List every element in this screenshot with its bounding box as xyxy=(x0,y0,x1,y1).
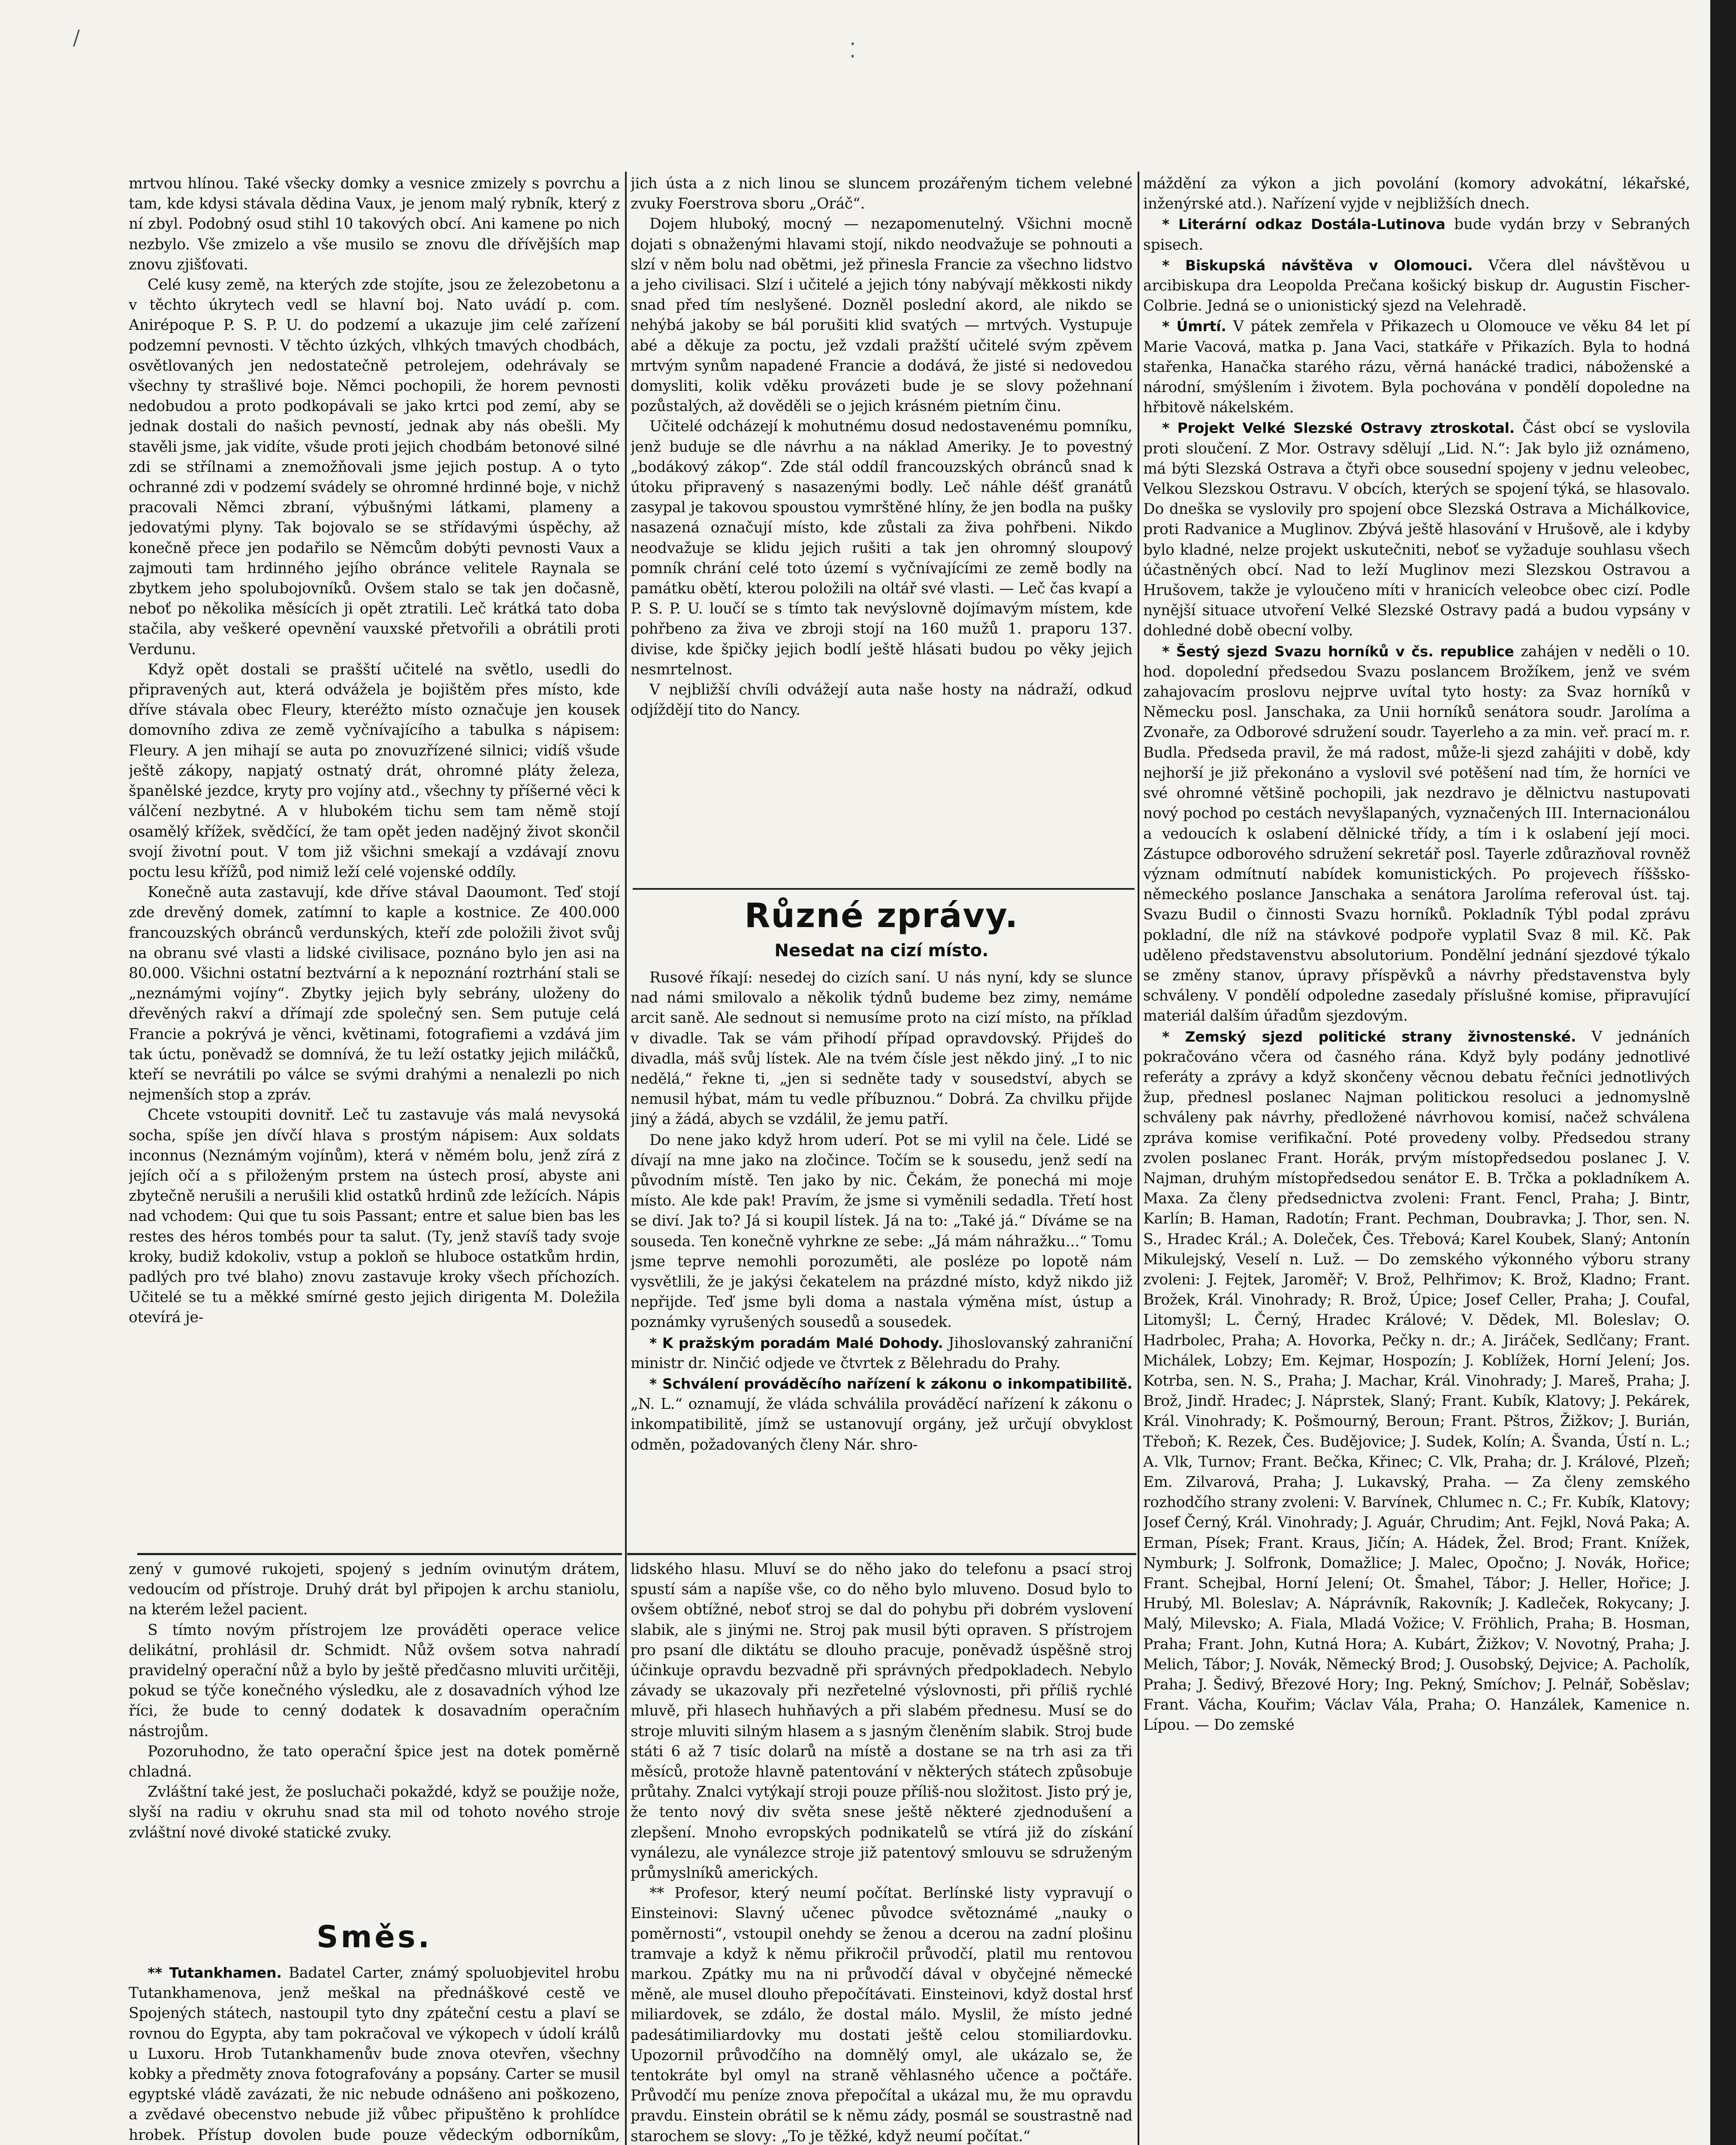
section-heading-smes: Směs. xyxy=(316,1919,432,1955)
column-rule xyxy=(625,172,627,2145)
news-col2 xyxy=(631,967,1132,1551)
news-item: * K pražským poradám Malé Dohody. Jihoslovanský zahraniční ministr dr. Ninčić odjede ve čtvrtek z Bělehradu do Prahy. xyxy=(631,1334,1132,1372)
article-verdun-col1 xyxy=(129,174,620,1551)
news-item: * Literární odkaz Dostála-Lutinova bude vydán brzy v Sebraných spisech. xyxy=(1143,216,1690,254)
section-heading-ruzne-zpravy: Různé zprávy. xyxy=(744,897,1019,935)
smes-col1 xyxy=(129,1963,620,2145)
article-typewriter-col2 xyxy=(631,1559,1132,2145)
paragraph: Dojem hluboký, mocný — nezapomenutelný. Všichni mocně dojati s obnaženými hlavami stojí, nikdo neodvažuje se pohnouti a slzí v něm bolu nad obětmi, jež přinesla Francie za všechno lidstvo a jeho civilisaci. Slzí i učitelé a jejich tóny nabývají měkkosti nikdy snad před tím neslyšené. Dozněl poslední akord, ale nikdo se nehýbá jakoby se bál porušiti klid svatých — mrtvých. Vystupuje abé a děkuje za poctu, jež vzdali pražští učitelé svým zpěvem mrtvým synům napadené Francie a dodává, že jisté si nedovedou domysliti, kolik vděku provázeti bude je se slovy požehnaní pozůstalých, až dověděli se o jejich krásném pietním činu. xyxy=(631,215,1132,415)
paragraph: Celé kusy země, na kterých zde stojíte, jsou ze železobetonu a v těchto úkrytech vedl se hlavní boj. Nato uvádí p. com. Anirépoque P. S. P. U. do podzemí a ukazuje jim celé zařízení podzemní pevnosti. V těchto úzkých, vlhkých tmavých chodbách, osvětlovaných jen nedostatečně petrolejem, odehrávaly se všechny ty strašlivé boje. Němci pochopili, že horem pevnosti nedobudou a proto podkopávali se jako krtci pod zemí, aby se jednak dostali do našich pevností, jednak aby nás obešli. My stavěli jsme, jak vidíte, všude proti jejich chodbám betonové silné zdi se střílnami a znemožňovali jsme jejich postup. A o tyto ochranné zdi v podzemí svádely se ohromné hrdinné boje, v nichž pracovali Němci zbraní, výbušnými látkami, plameny a jedovatými plyny. Tak bojovalo se se střídavými úspěchy, až konečně přece jen podařilo se Němcům dobýti pevnosti Vaux a zajmouti tam hrdinného jejího obránce velitele Raynala se zbytkem jeho spolubojovníků. Ovšem stalo se tak jen dočasně, neboť po několika měsících ji opět ztratili. Leč krátká tato doba stačila, aby veškeré opevnění vauxské přetvořili a obrátili proti Verdunu. xyxy=(129,276,620,658)
article-verdun-col2 xyxy=(631,174,1132,886)
article-knife-col1 xyxy=(129,1559,620,1911)
paragraph: ** Profesor, který neumí počítat. Berlínské listy vypravují o Einsteinovi: Slavný učenec původce světoznámé „nauky o poměrnosti“, vstoupil onehdy se ženou a dcerou na zadní plošinu tramvaje a když k němu přikročil průvodčí, platil mu rentovou markou. Zpátky mu na ni průvodčí dával v obyčejné německé měně, ale musel dlouho přepočítávati. Einsteinovi, když dostal hrsť miliardovek, se zdálo, že dostal málo. Myslil, že místo jedné padesátimiliardovky mu dostati ještě celou stomiliardovku. Upozornil průvodčího na domnělý omyl, ale ukázalo se, že tentokráte byl omyl na straně věhlasného učence a počtáře. Průvodčí mu peníze znova přepočítal a ukázal mu, že mu opravdu pravdu. Einstein obrátil se k němu zády, posmál se soustrastně nad starochem se slovy: „To je těžké, když neumí počítat.“ xyxy=(631,1885,1132,2145)
news-item: Do nene jako když hrom uderí. Pot se mi vylil na čele. Lidé se dívají na mne jako na zločince. Točím se k sousedu, jenž sedí na původním místě. Ten jako by nic. Čekám, že ponechá mi moje místo. Ale kde pak! Pravím, že jsme si vyměnili sedadla. Třetí host se diví. Jak to? Já si koupil lístek. Já na to: „Také já.“ Díváme se na souseda. Ten konečně vyhrkne ze sebe: „Já mám náhražku...“ Tomu jsme teprve nemohli porozuměti, ale posléze po lopotě nám vysvětlili, že je jakýsi čekatelem na prázdné místo, když nikdo již nepřijde. Teď jsme byli doma a nastala výměna míst, ústup a poznámky vyrušených sousedů a sousedek. xyxy=(631,1131,1132,1331)
news-item: * Šestý sjezd Svazu horníků v čs. republice zahájen v neděli o 10. hod. dopolední předsedou Svazu poslancem Brožíkem, jenž ve svém zahajovacím proslovu nejprve uvítal tyto hosty: za Svaz horníků v Německu posl. Janschaka, za Unii horníků senátora soudr. Jarolíma a Zvonaře, za Odborové sdružení soudr. Tayerleho a za min. veř. prací m. r. Budla. Předseda pravil, že má radost, může-li sjezd zahájiti v době, kdy nejhorší je již překonáno a vyslovil své potěšení nad tím, že horníci ve své ohromné většině pochopili, jak nezdravo je dělnictvu nastupovati nový pochod po cestách nevyšlapaných, vyznačených III. Internacionálou a vedoucích k oslabení dělnické třídy, a tím i k oslabení její moci. Zástupce odborového sdružení sekretář posl. Tayerle zdůrazňoval rovněž význam odmítnutí nabídek komunistických. Po projevech říššsko-německého poslance Janschaka a senátora Jarolíma referoval úst. taj. Svazu Budil o činnosti Svazu horníků. Pokladník Týbl podal zprávu pokladní, dle níž na stávkové podpoře vyplatil Svaz 8 mil. Kč. Pak uděleno představenstvu absolutorium. Pondělní jednání sjezdové týkalo se změny stanov, úpravy příspěvků a návrhy představenstva byly schváleny. V pondělí odpoledne zasedaly příslušné komise, připravující materiál dalším úřadům sjezdovým. xyxy=(1143,643,1690,1025)
paragraph: Když opět dostali se prašští učitelé na světlo, usedli do připravených aut, která odvážela je bojištěm přes místo, kde dříve stávala obec Fleury, kteréžto místo označuje jen kousek domovního zdiva ze země vyčnívajícího a tabulka s nápisem: Fleury. A jen mihají se auta po znovuzřízené silnici; vidíš všude ještě zákopy, napjatý ostnatý drát, ohromné pláty železa, španělské jezdce, kryty pro vojíny atd., všechny ty příšerné věci k válčení nezbytné. A v hlubokém tichu sem tam němě stojí osamělý křížek, svědčící, že tam opět jeden nadějný život skončil svojí životní pout. V tom již všichni smekají a vzdávají znovu poctu lesu křížů, pod nimiž leží celé vojenské oddíly. xyxy=(129,661,620,881)
paragraph: jich ústa a z nich linou se sluncem prozářeným tichem velebné zvuky Foerstrova sboru „Oráč“. xyxy=(631,175,1132,213)
news-item: * Schválení prováděcího nařízení k zákonu o inkompatibilitě. „N. L.“ oznamují, že vláda schválila prováděcí nařízení k zákonu o inkompatibilitě, jímž se ustanovují orgány, jež určují obvyklost odměn, požadovaných členy Nár. shro- xyxy=(631,1375,1132,1453)
subheading-nesedat: Nesedat na cizí místo. xyxy=(774,941,989,961)
section-rule xyxy=(627,1553,1136,1555)
news-item: Rusové říkají: nesedej do cizích saní. U nás nyní, kdy se slunce nad námi smilovalo a několik týdnů budeme bez zimy, nemáme arcit saně. Ale sednout si nemusíme proto na cizí místo, na příklad v divadle. Tak se vám přihodí případ opravdovský. Přijdeš do divadla, máš svůj lístek. Ale na tvém čísle jest někdo jiný. „I to nic nedělá,“ řekne ti, „jen si sedněte tady v sousedství, abych se nemusil hýbat, mám tu vedle příbuznou.“ Dobrá. Za chvilku přijde jiný a žádá, abych se vzdálil, že jemu patří. xyxy=(631,969,1132,1128)
paragraph: S tímto novým přístrojem lze prováděti operace velice delikátní, prohlásil dr. Schmidt. Nůž ovšem sotva nahradí pravidelný operační nůž a bylo by ještě předčasno mluviti určitěji, pokud se týče konečného výsledku, ale z dosavadních výhod lze říci, že bude to cenný dodatek k dosavadním operačním nástrojům. xyxy=(129,1621,620,1740)
paragraph: Pozoruhodno, že tato operační špice jest na dotek poměrně chladná. xyxy=(129,1743,620,1781)
paragraph: mrtvou hlínou. Také všecky domky a vesnice zmizely s povrchu a tam, kde kdysi stávala dědina Vaux, je jenom malý rybník, který z ní zbyl. Podobný osud stihl 10 takových obcí. Ani kamene po nich nezbylo. Vše zmizelo a vše musilo se znovu dle dřívějších map znovu zjišťovati. xyxy=(129,175,620,273)
news-item: ** Tutankhamen. Badatel Carter, známý spoluobjevitel hrobu Tutankhamenova, jenž meškal na přednáškové cestě ve Spojených státech, nastoupil tyto dny zpáteční cestu a plaví se rovnou do Egypta, aby tam pokračoval ve výkopech v údolí králů u Luxoru. Hrob Tutankhamenův bude znova otevřen, všechny kobky a předměty znova fotografovány a popsány. Carter se musil egyptské vládě zavázati, že nic nebude odnášeno ani poškozeno, a zvědavé obecenstvo nebude již vůbec připuštěno k prohlídce hrobek. Přístup dovolen bude pouze vědeckým odborníkům, xyxy=(129,1964,620,2144)
scan-speck: / xyxy=(73,26,80,50)
news-item: * Projekt Velké Slezské Ostravy ztroskotal. Část obcí se vyslovila proti sloučení. Z Mor. Ostravy sdělují „Lid. N.“: Jak bylo již oznámeno, má býti Slezská Ostrava a čtyři obce sousední spojeny v jednu veleobec, Velkou Slezskou Ostravu. V obcích, kterých se spojení týká, se hlasovalo. Do dneška se vyslovily pro spojení obce Slezská Ostrava a Michálkovice, proti Radvanice a Muglinov. Zbývá ještě hlasování v Hrušově, ale i kdyby bylo kladné, nelze projekt uskutečniti, neboť se vyžaduje souhlasu všech účastněných obcí. Nad to leží Muglinov mezi Slezskou Ostravou a Hrušovem, takže je vyloučeno míti v hranicích veleobce obec cizí. Podle nynější situace utvoření Velké Slezské Ostravy padá a budou vypsány v dohledné době obecní volby. xyxy=(1143,420,1690,640)
paragraph: máždění za výkon a jich povolání (komory advokátní, lékařské, inženýrské atd.). Nařízení vyjde v nejbližších dnech. xyxy=(1143,175,1690,213)
paragraph: lidského hlasu. Mluví se do něho jako do telefonu a psací stroj spustí sám a napíše vše, co do něho bylo mluveno. Dosud bylo to ovšem obtížné, neboť stroj se dal do pohybu při dobrém vyslovení slabik, ale s jinými ne. Stroj pak musil býti opraven. S přístrojem pro psaní dle diktátu se dlouho pracuje, poněvadž úspěšně stroj účinkuje opravdu bezvadně při správných předpokladech. Nebylo závady se ukazovaly při nezřetelné výslovnosti, při příliš rychlé mluvě, při hlasech huhňavých a při slabém přednesu. Musí se do stroje mluviti silným hlasem a s jasným členěním slabik. Stroj bude státi 6 až 7 tisíc dolarů na místě a dostane se na trh asi za tři měsíců, protože hlavně patentování v některých státech způsobuje průtahy. Znalci vytýkají stroji pouze příliš-nou složitost. Jisto prý je, že tento nový div světa snese ještě některé zjednodušení a zlepšení. Mnoho evropských podnikatelů se vtírá již do získání vynálezu, ale vynálezce stroje již patentový smlouvu se sdruženým průmyslníků amerických. xyxy=(631,1561,1132,1882)
scan-border xyxy=(1710,0,1736,2145)
column-rule xyxy=(1138,172,1139,2145)
section-rule xyxy=(633,888,1135,890)
news-item: * Úmrtí. V pátek zemřela v Přikazech u Olomouce ve věku 84 let pí Marie Vacová, matka p. Jana Vaci, statkáře v Přikazích. Byla to hodná stařenka, Hanačka starého rázu, věrná hanácké tradici, náboženské a národní, smýšlením i životem. Byla pochována v pondělí dopoledne na hřbitově nákelském. xyxy=(1143,318,1690,417)
news-col3 xyxy=(1143,174,1690,2145)
paragraph: V nejbližší chvíli odvážejí auta naše hosty na nádraží, odkud odjíždějí tito do Nancy. xyxy=(631,681,1132,719)
paragraph: Zvláštní také jest, že posluchači pokaždé, když se použije nože, slyší na radiu v okruhu snad sta mil od tohoto nového stroje zvláštní nové divoké statické zvuky. xyxy=(129,1783,620,1841)
paragraph: zený v gumové rukojeti, spojený s jedním ovinutým drátem, vedoucím od přístroje. Druhý drát byl připojen k archu staniolu, na kterém ležel pacient. xyxy=(129,1561,620,1619)
news-item: * Biskupská návštěva v Olomouci. Včera dlel návštěvou u arcibiskupa dra Leopolda Prečana košický biskup dr. Augustin Fischer-Colbrie. Jedná se o unionistický sjezd na Velehradě. xyxy=(1143,257,1690,315)
paragraph: Konečně auta zastavují, kde dříve stával Daoumont. Teď stojí zde drevěný domek, zatímní to kaple a kostnice. Ze 400.000 francouzských obránců verdunských, kteří zde položili život svůj na obranu své vlasti a lidské civilisace, poznáno bylo jen asi na 80.000. Všichni ostatní beztvární a k nepoznání roztrhání stali se „neznámými vojíny“. Zbytky jejich byly sebrány, uloženy do dřevěných rakví a dřímají zde společný sen. Sem putuje celá Francie a pokrývá je věnci, květinami, fotografiemi a vzdává jim tak úctu, poněvadž se domnívá, že tu leží ostatky jejich miláčků, kteří se nevrátili po válce se svými drahými a nenalezli po nich nejmenších stop a zpráv. xyxy=(129,884,620,1104)
paragraph: Chcete vstoupiti dovnitř. Leč tu zastavuje vás malá nevysoká socha, spíše jen dívčí hlava s prostým nápisem: Aux soldats inconnus (Neznámým vojínům), která v němém bolu, jenž zírá z jejích očí a s přiloženým prstem na ústech prosí, abyste ani zbytečně nerušili a nerušili klid ostatků hrdinů zde ležících. Nápis nad vchodem: Qui que tu sois Passant; entre et salue bien bas les restes des héros tombés pour ta salut. (Ty, jenž stavíš tady svoje kroky, budiž kdokoliv, vstup a pokloň se hluboce ostatkům hrdin, padlých pro tvé blaho) znovu zastavuje kroky všech příchozích. Učitelé se tu a měkké smírné gesto jejich dirigenta M. Doležila otevírá je- xyxy=(129,1106,620,1326)
paragraph: Učitelé odcházejí k mohutnému dosud nedostavenému pomníku, jenž buduje se dle návrhu a na náklad Ameriky. Je to povestný „bodákový zákop“. Zde stál oddíl francouzských obránců snad k útoku připravený s nasazenými bodly. Leč náhle déšť granátů zasypal je takovou spoustou vymrštěné hlíny, že jen bodla na pušky nasazená označují místo, kde zůstali za živa pohřbeni. Nikdo neodvažuje se klidu jejich rušiti a tak jen ohromný sloupový pomník chrání celé toto území s vyčnívajícími ze země bodly na památku obětí, kterou položili na oltář své vlasti. — Leč čas kvapí a P. S. P. U. loučí se s tímto tak nevýslovně dojímavým místem, kde pohřbeno za živa ve zbroji stojí na 160 mužů 1. praporu 137. divise, kde špičky jejich bodlí ještě hlásati budou po věky jejich nesmrtelnost. xyxy=(631,418,1132,678)
scan-speck: ⁚ xyxy=(849,39,856,63)
section-rule xyxy=(137,1553,622,1555)
news-item: * Zemský sjezd politické strany živnostenské. V jednáních pokračováno včera od časného rána. Když byly podány jednotlivé referáty a zprávy a když skončeny věcnou debatu řečníci jednotlivých žup, přednesl poslanec Najman politickou resoluci a jednomyslně schváleny pak návrhy, předložené návrhovou komisí, načež schválena zpráva komise verifikační. Poté provedeny volby. Předsedou strany zvolen poslanec Frant. Horák, prvým místopředsedou poslanec J. V. Najman, druhým místopředsedou senátor E. B. Trčka a pokladníkem A. Maxa. Za členy předsednictva zvoleni: Frant. Fencl, Praha; J. Bintr, Karlín; B. Haman, Radotín; Frant. Pechman, Doubravka; J. Thor, sen. N. S., Hradec Král.; A. Doleček, Čes. Třebová; Karel Koubek, Slaný; Antonín Mikulejský, Veselí n. Luž. — Do zemského výkonného výboru strany zvoleni: J. Fejtek, Jaroměř; V. Brož, Pelhřimov; K. Brož, Kladno; Frant. Brožek, Král. Vinohrady; R. Brož, Úpice; Josef Celler, Praha; J. Coufal, Litomyšl; L. Černý, Hradec Králové; V. Dědek, Ml. Boleslav; O. Hadrbolec, Praha; A. Hovorka, Pečky n. dr.; A. Jiráček, Sedlčany; Frant. Michálek, Lobzy; Em. Kejmar, Hospozín; J. Koblížek, Horní Jelení; Jos. Kotrba, sen. N. S., Praha; J. Machar, Král. Vinohrady; J. Mareš, Praha; J. Brož, Jindř. Hradec; J. Náprstek, Slaný; Frant. Kubík, Klatovy; J. Pekárek, Král. Vinohrady; K. Pošmourný, Beroun; Frant. Pštros, Žižkov; J. Burián, Třeboň; K. Rezek, Čes. Budějovice; J. Sudek, Kolín; A. Švanda, Ústí n. L.; A. Vlk, Turnov; Frant. Bečka, Křinec; C. Vlk, Praha; dr. J. Králové, Plzeň; Em. Zilvarová, Praha; J. Lukavský, Praha. — Za členy zemského rozhodčího strany zvoleni: V. Barvínek, Chlumec n. C.; Fr. Kubík, Klatovy; Josef Černý, Král. Vinohrady; J. Aguár, Chrudim; Ant. Fejkl, Nová Paka; A. Erman, Písek; Frant. Kraus, Jičín; A. Hádek, Žel. Brod; Frant. Knížek, Nymburk; J. Solfronk, Domažlice; J. Malec, Opočno; J. Novák, Hořice; Frant. Schejbal, Horní Jelení; Ot. Šmahel, Tábor; J. Heller, Hořice; J. Hrubý, Ml. Boleslav; A. Náprávník, Rakovník; J. Kadleček, Rokycany; J. Malý, Milevsko; A. Fiala, Mladá Vožice; V. Fröhlich, Praha; B. Hosman, Praha; Frant. John, Kutná Hora; A. Kubárt, Žižkov; V. Novotný, Praha; J. Melich, Tábor; J. Novák, Německý Brod; J. Ousobský, Dejvice; A. Pacholík, Praha; J. Šedivý, Březové Hory; Ing. Pekný, Smíchov; J. Pelnář, Soběslav; Frant. Vácha, Kouřim; Václav Vála, Praha; O. Hanzálek, Kamenice n. Lípou. — Do zemské xyxy=(1143,1028,1690,1734)
